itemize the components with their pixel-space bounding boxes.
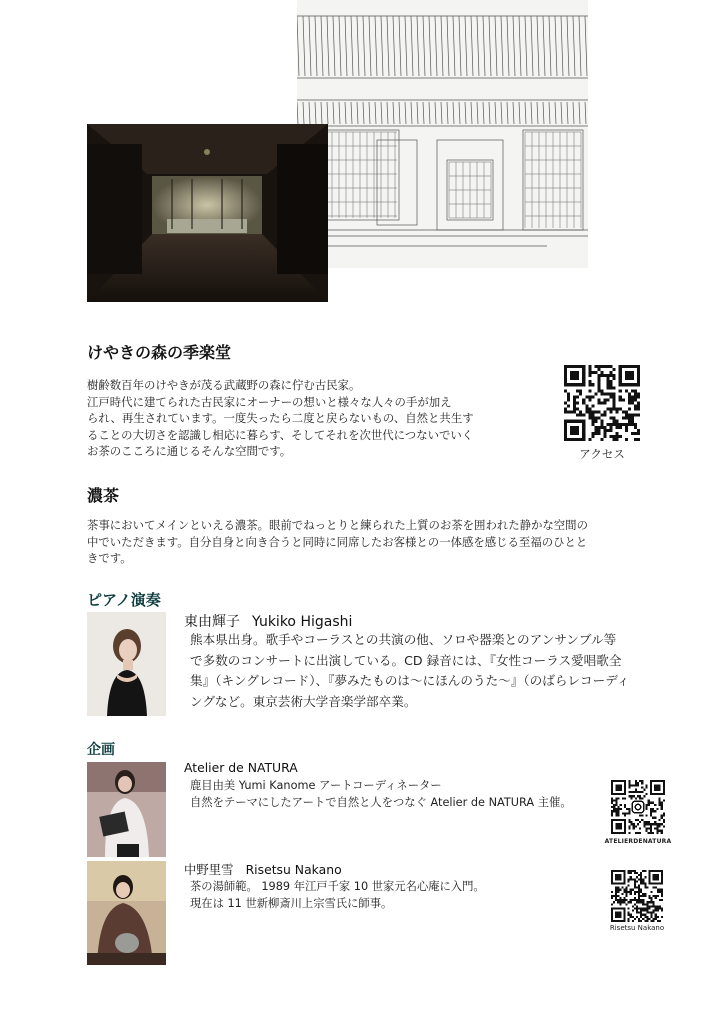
house-sketch-image [297,0,588,268]
access-qr-code[interactable] [564,365,640,441]
tea-master-name-en: Risetsu Nakano [245,862,342,877]
tea-master-qr-label: Risetsu Nakano [609,924,665,932]
keyaki-description [87,377,507,460]
interior-photo [87,124,328,302]
keyaki-line: 江戸時代に建てられた古民家にオーナーの想いと様々な人々の手が加え [87,394,452,409]
koicha-description [87,517,632,567]
tea-master-line: 茶の湯師範。 1989 年江戸千家 10 世家元名心庵に入門。 [190,880,485,893]
atelier-description [190,777,572,811]
section-title-koicha: 濃茶 [87,486,120,505]
keyaki-line: お茶のこころに通じるそんな空間です。 [87,444,292,459]
section-title-kikaku: 企画 [87,742,115,758]
atelier-line: 自然をテーマにしたアートで自然と人をつなぐ Atelier de NATURA 主催。 [190,796,572,809]
section-title-piano: ピアノ演奏 [87,591,161,609]
atelier-qr-label: ATELIERDENATURA [604,838,672,845]
pianist-name [184,611,352,631]
tea-master-description [190,878,485,912]
koicha-line: きです。 [87,551,132,566]
tea-master-line: 現在は 11 世新柳斎川上宗雪氏に師事。 [190,897,393,910]
pianist-bio-line: ングなど。東京芸術大学音楽学部卒業。 [190,693,417,709]
pianist-name-ja: 東由輝子 [184,614,240,630]
pianist-bio [190,630,660,712]
koicha-line: 中でいただきます。自分自身と向き合うと同時に同席したお客様との一体感を感じる至福のひとと [87,534,588,549]
access-qr-label: アクセス [579,447,625,461]
pianist-bio-line: で多数のコンサートに出演している。CD 録音には、『女性コーラス愛唱歌全 [190,652,622,668]
section-title-keyaki: けやきの森の季楽堂 [87,343,232,362]
tea-master-name [184,860,342,878]
tea-master-name-ja: 中野里雪 [184,862,234,877]
artist-portrait-photo [87,762,166,857]
pianist-portrait-photo [87,612,166,716]
tea-master-portrait-photo [87,861,166,965]
pianist-name-en: Yukiko Higashi [252,614,353,630]
atelier-line: 鹿目由美 Yumi Kanome アートコーディネーター [190,779,442,792]
atelier-qr-code[interactable] [611,780,665,834]
keyaki-line: られ、再生されています。一度失ったら二度と戻らないもの、自然と共生す [87,411,474,426]
koicha-line: 茶事においてメインといえる濃茶。眼前でねっとりと練られた上質のお茶を囲われた静かな空間の [87,518,588,532]
pianist-bio-line: 熊本県出身。歌手やコーラスとの共演の他、ソロや器楽とのアンサンブル等 [190,632,617,647]
tea-master-qr-code[interactable] [611,870,663,922]
pianist-bio-line: 集』（キングレコード）、『夢みたものは〜にほんのうた〜』（のばらレコーディ [190,673,630,689]
atelier-name: Atelier de NATURA [184,760,298,775]
keyaki-line: ることの大切さを認識し相応に暮らす、そしてそれを次世代につないでいく [87,427,474,442]
keyaki-line: 樹齢数百年のけやきが茂る武蔵野の森に佇む古民家。 [87,378,361,392]
